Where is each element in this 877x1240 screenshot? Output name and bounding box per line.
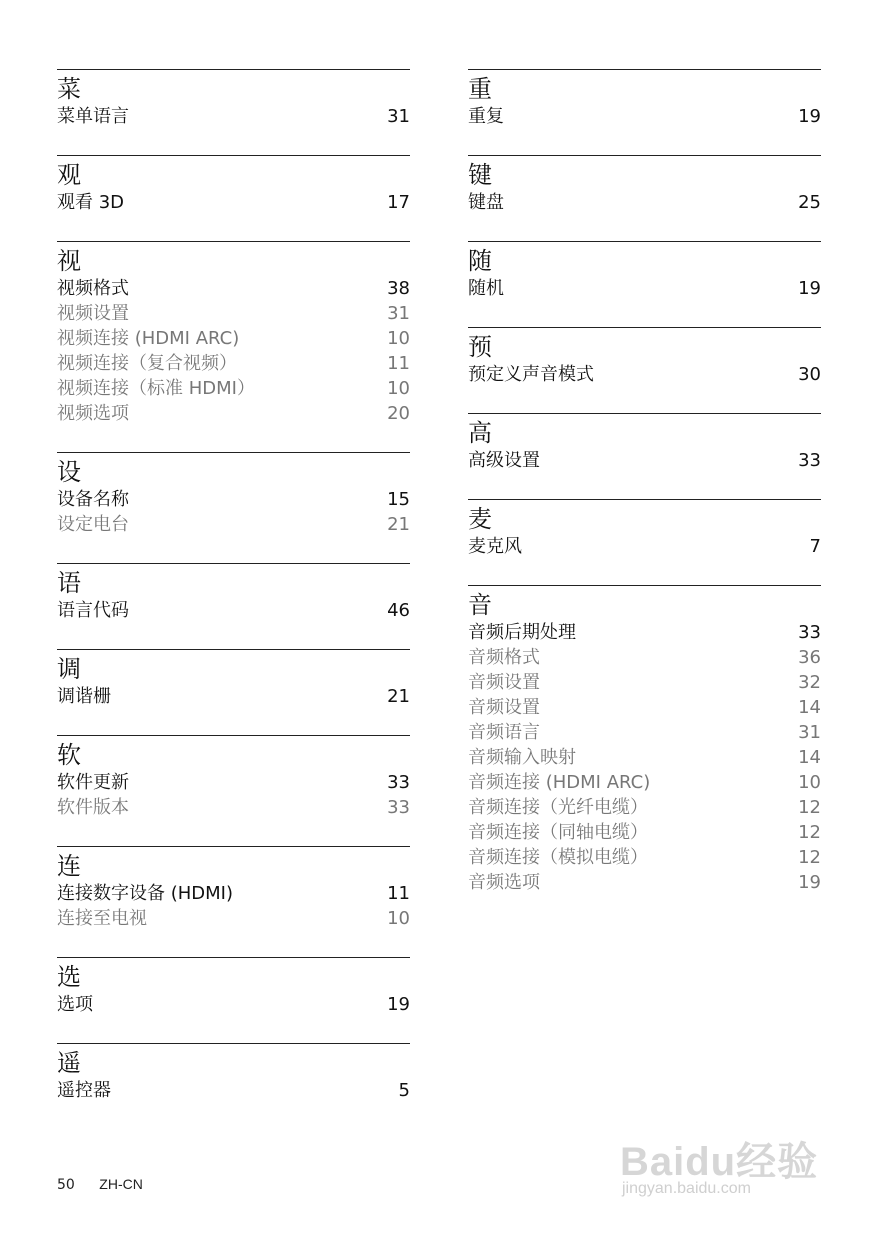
entry-page-number: 33: [798, 450, 821, 471]
section-heading: 软: [57, 741, 81, 769]
index-section: [468, 241, 821, 301]
entry-label: 重复: [468, 106, 504, 127]
index-section: [57, 155, 410, 215]
section-heading: 语: [57, 569, 81, 597]
index-entry: [57, 881, 410, 906]
index-entry: [468, 845, 821, 870]
index-entry: [468, 104, 821, 129]
entry-label: 设备名称: [57, 489, 129, 510]
index-section: [57, 452, 410, 537]
entry-label: 音频连接（光纤电缆）: [468, 797, 648, 818]
index-entry: [57, 598, 410, 623]
entry-label: 视频格式: [57, 278, 129, 299]
index-entry: [468, 362, 821, 387]
entry-label: 键盘: [468, 192, 504, 213]
entry-label: 音频语言: [468, 722, 540, 743]
section-heading: 键: [468, 161, 492, 189]
entry-label: 软件更新: [57, 772, 129, 793]
entry-label: 视频设置: [57, 303, 129, 324]
entry-page-number: 12: [798, 797, 821, 818]
section-heading: 视: [57, 247, 81, 275]
entry-page-number: 21: [387, 686, 410, 707]
entry-label: 随机: [468, 278, 504, 299]
entry-page-number: 19: [798, 872, 821, 893]
index-entry: [57, 190, 410, 215]
index-entry: [57, 487, 410, 512]
index-entry: [468, 276, 821, 301]
index-entry: [57, 992, 410, 1017]
entry-page-number: 20: [387, 403, 410, 424]
entry-label: 预定义声音模式: [468, 364, 594, 385]
entry-page-number: 33: [387, 772, 410, 793]
section-heading: 重: [468, 75, 492, 103]
entry-label: 音频选项: [468, 872, 540, 893]
entry-label: 视频连接（复合视频）: [57, 353, 237, 374]
section-heading: 预: [468, 333, 492, 361]
index-entry: [468, 534, 821, 559]
entry-page-number: 31: [387, 106, 410, 127]
entry-page-number: 5: [398, 1080, 410, 1101]
index-section: [468, 499, 821, 559]
section-heading: 观: [57, 161, 81, 189]
index-right-column: [468, 69, 821, 921]
language-code: ZH-CN: [99, 1176, 143, 1192]
index-entry: [468, 795, 821, 820]
index-entry: [57, 401, 410, 426]
index-section: [468, 69, 821, 129]
entry-page-number: 11: [387, 353, 410, 374]
entry-page-number: 10: [387, 328, 410, 349]
index-section: [468, 155, 821, 215]
entry-page-number: 12: [798, 822, 821, 843]
entry-page-number: 31: [798, 722, 821, 743]
entry-page-number: 19: [387, 994, 410, 1015]
entry-page-number: 31: [387, 303, 410, 324]
entry-page-number: 30: [798, 364, 821, 385]
section-heading: 高: [468, 419, 492, 447]
entry-label: 遥控器: [57, 1080, 111, 1101]
section-heading: 遥: [57, 1049, 81, 1077]
entry-page-number: 7: [809, 536, 821, 557]
index-section: [57, 241, 410, 426]
section-heading: 选: [57, 963, 81, 991]
baidu-jingyan-watermark: [620, 1108, 825, 1203]
entry-page-number: 10: [798, 772, 821, 793]
index-entry: [57, 512, 410, 537]
index-section: [57, 1043, 410, 1103]
entry-label: 音频格式: [468, 647, 540, 668]
index-left-column: [57, 69, 410, 1129]
index-entry: [468, 870, 821, 895]
index-entry: [468, 820, 821, 845]
index-entry: [468, 190, 821, 215]
index-entry: [57, 376, 410, 401]
entry-label: 视频连接 (HDMI ARC): [57, 328, 240, 349]
index-entry: [57, 684, 410, 709]
entry-label: 麦克风: [468, 536, 522, 557]
index-entry: [57, 301, 410, 326]
entry-label: 视频选项: [57, 403, 129, 424]
index-section: [57, 735, 410, 820]
entry-page-number: 33: [387, 797, 410, 818]
entry-label: 音频设置: [468, 672, 540, 693]
watermark-url: jingyan.baidu.com: [622, 1180, 751, 1197]
entry-label: 音频连接（同轴电缆）: [468, 822, 648, 843]
watermark-logo-text: Baidu经验: [620, 1140, 819, 1184]
index-entry: [57, 795, 410, 820]
index-entry: [468, 620, 821, 645]
entry-page-number: 36: [798, 647, 821, 668]
page-footer: [57, 1176, 143, 1193]
index-entry: [57, 1078, 410, 1103]
index-entry: [57, 351, 410, 376]
entry-label: 音频连接 (HDMI ARC): [468, 772, 651, 793]
entry-page-number: 14: [798, 697, 821, 718]
index-entry: [57, 906, 410, 931]
entry-label: 连接数字设备 (HDMI): [57, 883, 234, 904]
index-entry: [57, 276, 410, 301]
entry-page-number: 21: [387, 514, 410, 535]
entry-label: 视频连接（标准 HDMI）: [57, 378, 255, 399]
entry-label: 音频输入映射: [468, 747, 576, 768]
entry-page-number: 10: [387, 908, 410, 929]
entry-label: 软件版本: [57, 797, 129, 818]
index-section: [57, 846, 410, 931]
index-section: [57, 957, 410, 1017]
index-entry: [468, 695, 821, 720]
entry-page-number: 15: [387, 489, 410, 510]
page-number: 50: [57, 1177, 75, 1193]
entry-label: 音频连接（模拟电缆）: [468, 847, 648, 868]
entry-label: 语言代码: [57, 600, 129, 621]
entry-label: 选项: [57, 994, 93, 1015]
section-heading: 音: [468, 591, 492, 619]
index-entry: [468, 670, 821, 695]
index-entry: [468, 448, 821, 473]
entry-page-number: 25: [798, 192, 821, 213]
index-section: [57, 69, 410, 129]
section-heading: 调: [57, 655, 81, 683]
entry-page-number: 46: [387, 600, 410, 621]
entry-page-number: 32: [798, 672, 821, 693]
index-section: [468, 327, 821, 387]
section-heading: 随: [468, 247, 492, 275]
entry-label: 菜单语言: [57, 106, 129, 127]
entry-label: 高级设置: [468, 450, 540, 471]
entry-label: 音频后期处理: [468, 622, 576, 643]
entry-page-number: 11: [387, 883, 410, 904]
index-section: [468, 413, 821, 473]
index-entry: [57, 326, 410, 351]
section-heading: 连: [57, 852, 81, 880]
section-heading: 菜: [57, 75, 81, 103]
index-section: [57, 649, 410, 709]
entry-page-number: 14: [798, 747, 821, 768]
entry-page-number: 33: [798, 622, 821, 643]
entry-label: 设定电台: [57, 514, 129, 535]
entry-page-number: 19: [798, 106, 821, 127]
entry-page-number: 10: [387, 378, 410, 399]
index-entry: [468, 770, 821, 795]
entry-page-number: 17: [387, 192, 410, 213]
entry-label: 连接至电视: [57, 908, 147, 929]
entry-label: 音频设置: [468, 697, 540, 718]
index-entry: [468, 645, 821, 670]
index-entry: [468, 745, 821, 770]
index-entry: [468, 720, 821, 745]
entry-page-number: 12: [798, 847, 821, 868]
index-section: [468, 585, 821, 895]
section-heading: 设: [57, 458, 81, 486]
entry-label: 调谐栅: [57, 686, 111, 707]
entry-page-number: 19: [798, 278, 821, 299]
index-entry: [57, 770, 410, 795]
section-heading: 麦: [468, 505, 492, 533]
index-entry: [57, 104, 410, 129]
index-section: [57, 563, 410, 623]
entry-label: 观看 3D: [57, 192, 125, 213]
entry-page-number: 38: [387, 278, 410, 299]
